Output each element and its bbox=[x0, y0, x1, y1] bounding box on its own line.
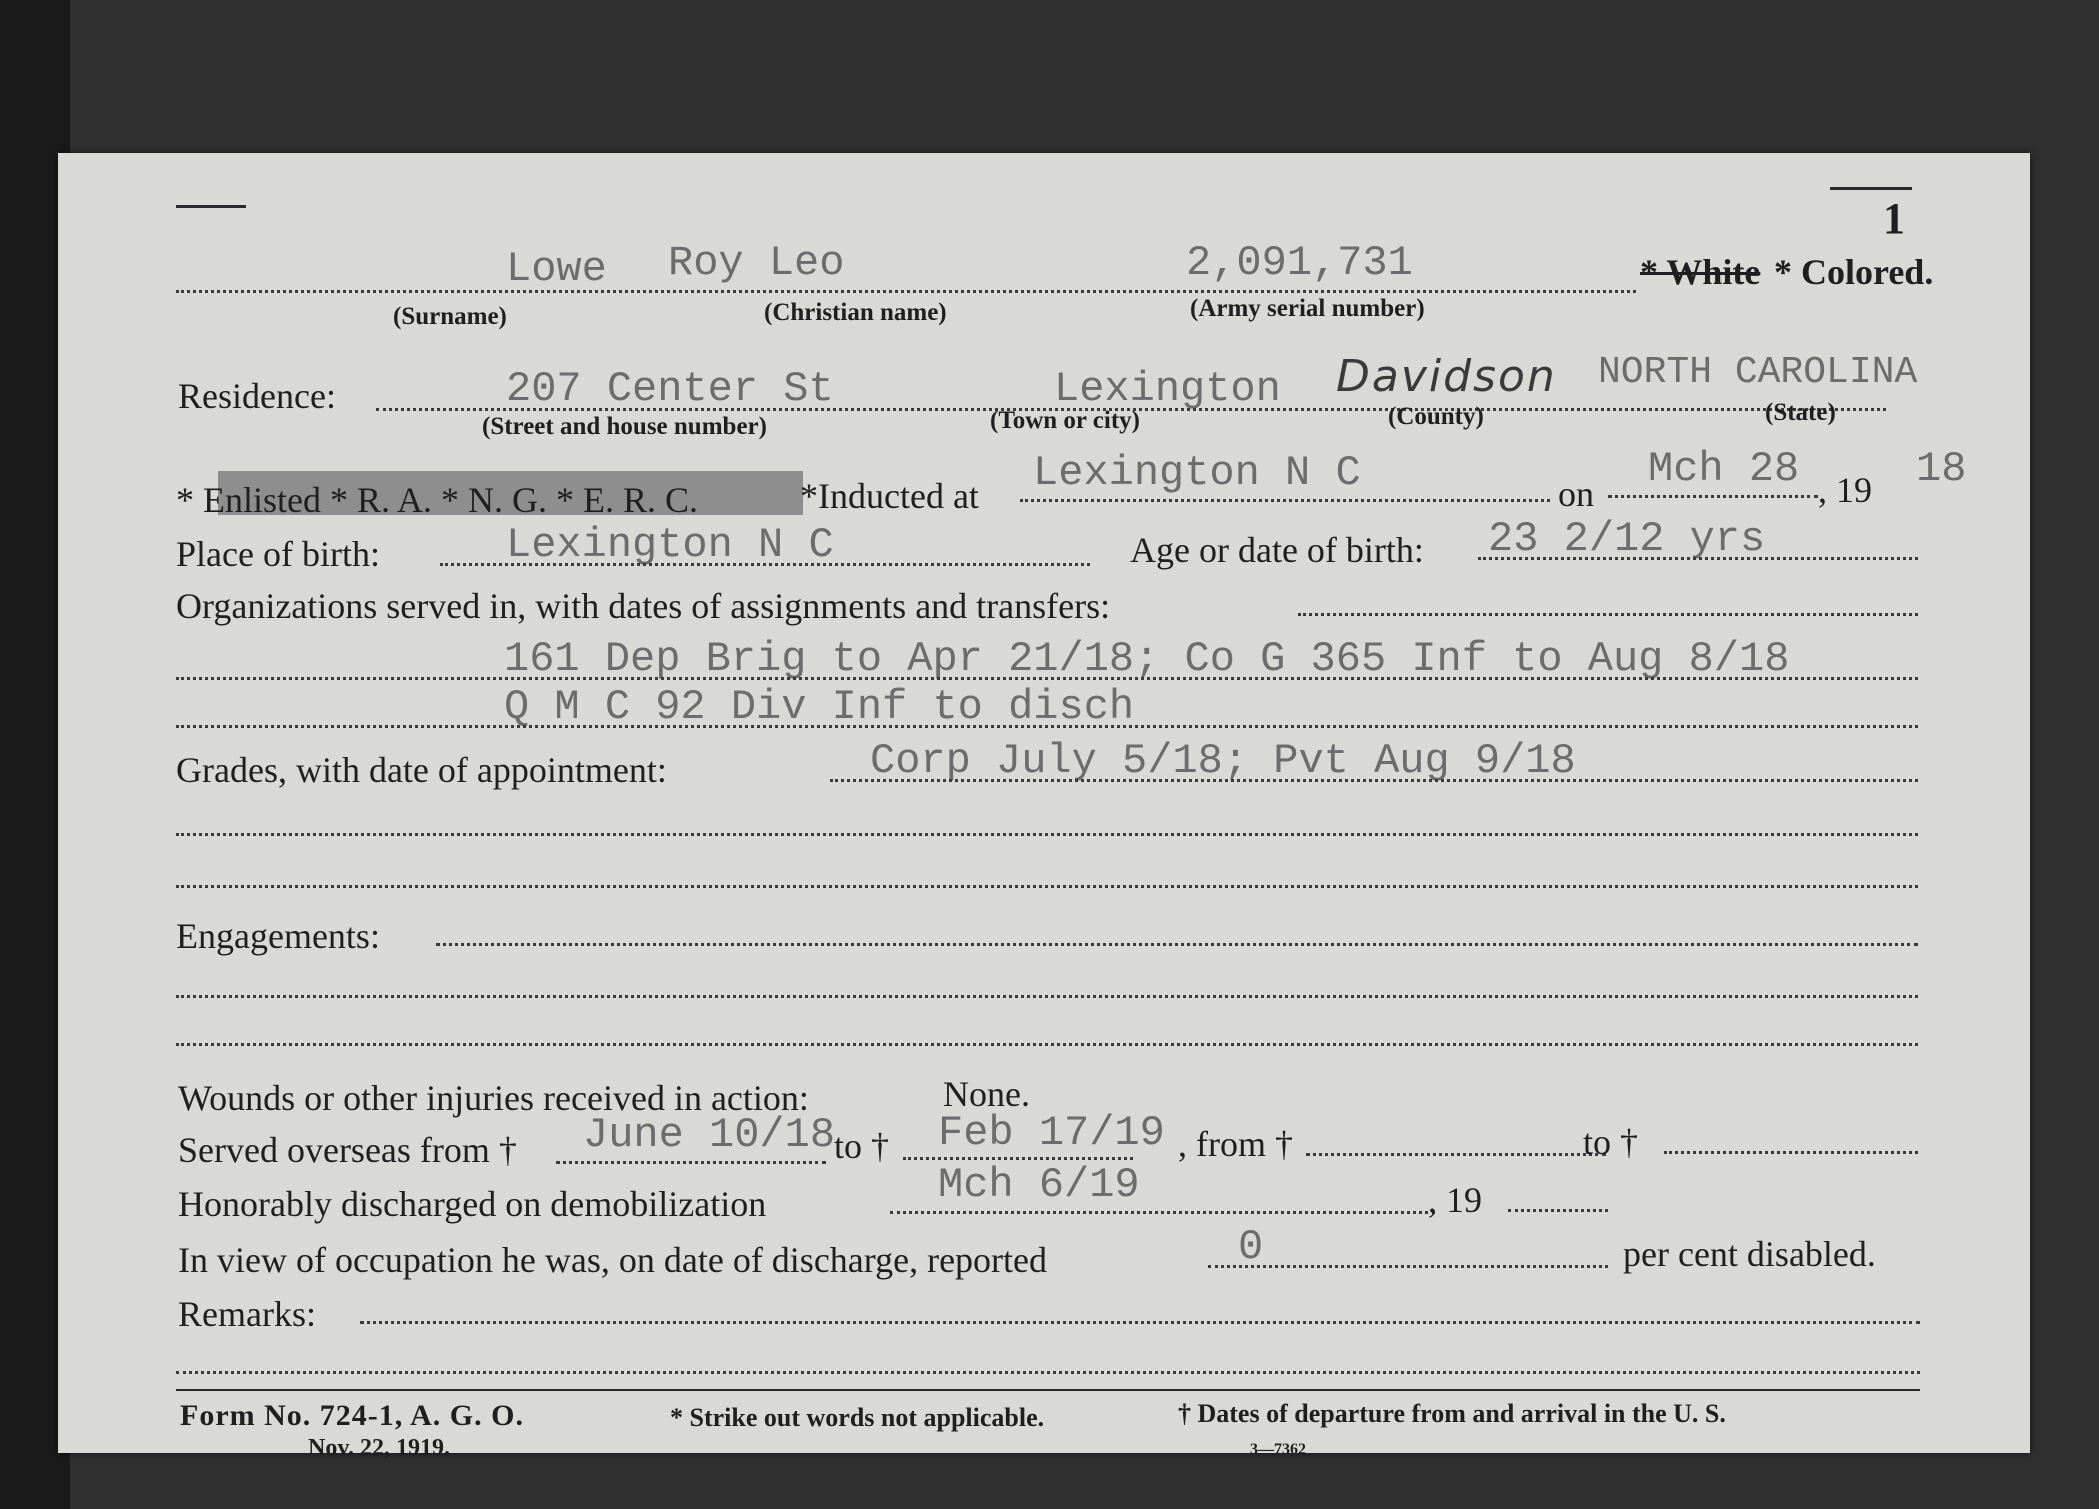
second-to-label: to † bbox=[1583, 1122, 1639, 1162]
top-left-rule bbox=[176, 205, 246, 208]
caption-street: (Street and house number) bbox=[482, 413, 767, 440]
grades-line bbox=[830, 779, 1918, 782]
county-value: Davidson bbox=[1336, 351, 1557, 402]
footnote-strike-out: * Strike out words not applicable. bbox=[670, 1403, 1045, 1432]
birth-label: Place of birth: bbox=[176, 534, 380, 574]
overseas-label: Served overseas from † bbox=[178, 1130, 517, 1170]
remarks-rule-2 bbox=[176, 1371, 1920, 1374]
inducted-date-value: Mch 28 bbox=[1648, 445, 1800, 493]
year-prefix: , 19 bbox=[1818, 470, 1872, 510]
grades-rule-3 bbox=[176, 885, 1918, 888]
discharge-line bbox=[890, 1211, 1435, 1214]
engagements-rule-3 bbox=[176, 1043, 1918, 1046]
inducted-date-line bbox=[1608, 495, 1818, 498]
serial-number-value: 2,091,731 bbox=[1186, 239, 1413, 287]
footer-rule bbox=[176, 1389, 1920, 1391]
overseas-from-value: June 10/18 bbox=[583, 1111, 836, 1159]
discharge-year-line bbox=[1508, 1209, 1608, 1212]
age-line bbox=[1478, 557, 1918, 560]
caption-christian-name: (Christian name) bbox=[764, 299, 947, 326]
organization-rule-1 bbox=[176, 677, 1918, 680]
grades-rule-2 bbox=[176, 833, 1918, 836]
disability-suffix: per cent disabled. bbox=[1623, 1234, 1876, 1274]
overseas-to-value: Feb 17/19 bbox=[938, 1109, 1165, 1157]
inducted-label: *Inducted at bbox=[800, 476, 979, 516]
overseas-to-line bbox=[903, 1157, 1133, 1160]
race-white-label: * White bbox=[1640, 252, 1761, 292]
birth-place-value: Lexington N C bbox=[506, 521, 834, 569]
inducted-line bbox=[1020, 499, 1550, 502]
on-label: on bbox=[1558, 474, 1594, 514]
second-from-line bbox=[1306, 1153, 1606, 1156]
surname-value: Lowe bbox=[506, 245, 607, 293]
organizations-label: Organizations served in, with dates of assignments and transfers: bbox=[176, 586, 1111, 626]
inducted-year-value: 18 bbox=[1916, 445, 1967, 493]
state-value: NORTH CAROLINA bbox=[1598, 351, 1918, 394]
disability-value: 0 bbox=[1238, 1223, 1264, 1271]
christian-name-value: Roy Leo bbox=[668, 239, 845, 287]
grades-value: Corp July 5/18; Pvt Aug 9/18 bbox=[870, 737, 1576, 785]
enlisted-options: * Enlisted * R. A. * N. G. * E. R. C. bbox=[176, 480, 699, 520]
engagements-line bbox=[436, 943, 1918, 946]
form-date: Nov. 22, 1919. bbox=[308, 1435, 451, 1461]
page-number: 1 bbox=[1883, 194, 1905, 243]
caption-county: (County) bbox=[1388, 403, 1484, 430]
engagements-rule-2 bbox=[176, 995, 1918, 998]
organization-line-1: 161 Dep Brig to Apr 21/18; Co G 365 Inf to Aug 8/18 bbox=[504, 635, 1790, 683]
caption-state: (State) bbox=[1765, 399, 1836, 426]
second-from-label: , from † bbox=[1178, 1124, 1293, 1164]
birth-line bbox=[440, 563, 1090, 566]
wounds-label: Wounds or other injuries received in action: bbox=[178, 1078, 809, 1118]
disability-line bbox=[1208, 1265, 1608, 1268]
organization-rule-2 bbox=[176, 725, 1918, 728]
organizations-line bbox=[1298, 613, 1918, 616]
print-code: 3—7362 bbox=[1250, 1441, 1306, 1458]
caption-surname: (Surname) bbox=[393, 303, 507, 330]
wounds-value: None. bbox=[943, 1074, 1030, 1114]
engagements-label: Engagements: bbox=[176, 916, 380, 956]
caption-town: (Town or city) bbox=[990, 407, 1140, 434]
footnote-dates: † Dates of departure from and arrival in the U. S. bbox=[1178, 1399, 1726, 1428]
remarks-line bbox=[360, 1321, 1920, 1324]
overseas-to-label: to † bbox=[834, 1126, 890, 1166]
town-value: Lexington bbox=[1054, 365, 1281, 413]
discharge-year-label: , 19 bbox=[1428, 1180, 1482, 1220]
residence-label: Residence: bbox=[178, 376, 336, 416]
remarks-label: Remarks: bbox=[178, 1294, 316, 1334]
discharge-label: Honorably discharged on demobilization bbox=[178, 1184, 767, 1224]
age-label: Age or date of birth: bbox=[1130, 530, 1424, 570]
name-line bbox=[176, 290, 1636, 293]
inducted-place-value: Lexington N C bbox=[1033, 449, 1361, 497]
grades-label: Grades, with date of appointment: bbox=[176, 750, 667, 790]
second-to-line bbox=[1664, 1151, 1918, 1154]
disability-label: In view of occupation he was, on date of discharge, reported bbox=[178, 1240, 1048, 1280]
organization-line-2: Q M C 92 Div Inf to disch bbox=[504, 683, 1135, 731]
overseas-from-line bbox=[556, 1161, 826, 1164]
caption-serial-number: (Army serial number) bbox=[1190, 295, 1425, 322]
form-number: Form No. 724-1, A. G. O. bbox=[180, 1399, 524, 1432]
service-record-card bbox=[58, 153, 2030, 1461]
race-colored-label: * Colored. bbox=[1774, 252, 1934, 292]
discharge-date-value: Mch 6/19 bbox=[938, 1161, 1140, 1209]
top-right-rule bbox=[1830, 187, 1912, 190]
street-value: 207 Center St bbox=[506, 365, 834, 413]
age-value: 23 2/12 yrs bbox=[1488, 515, 1766, 563]
